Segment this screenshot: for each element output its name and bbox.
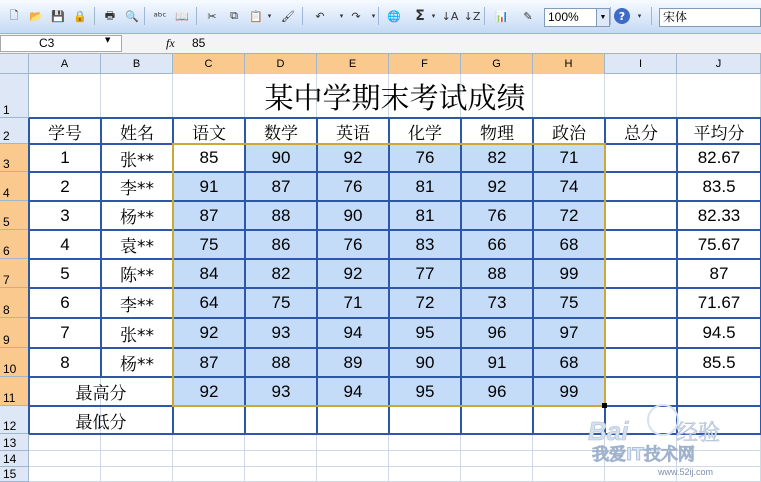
score-cell[interactable]: 90 xyxy=(271,148,291,167)
max-score-cell[interactable]: 94 xyxy=(343,381,363,401)
score-cell[interactable]: 83 xyxy=(415,234,435,254)
min-label-cell[interactable]: 最低分 xyxy=(75,412,127,433)
score-cell[interactable]: 88 xyxy=(271,352,291,372)
toolbar-separator xyxy=(651,7,652,25)
new-icon[interactable]: 🗋 xyxy=(9,8,19,22)
table-border xyxy=(532,118,534,434)
max-score-cell[interactable]: 93 xyxy=(271,381,291,401)
column-header-b[interactable]: B xyxy=(101,54,173,74)
header-cell-d[interactable]: 数学 xyxy=(264,123,298,144)
column-header-h[interactable]: H xyxy=(533,54,605,74)
table-border xyxy=(29,347,761,349)
chart-icon[interactable]: 📊 xyxy=(495,9,509,23)
font-value: 宋体 xyxy=(663,10,688,24)
table-border xyxy=(316,118,318,434)
student-name-cell[interactable]: 李** xyxy=(120,179,154,199)
total-cell[interactable] xyxy=(605,230,677,259)
max-score-cell[interactable]: 96 xyxy=(487,381,507,401)
max-score-cell[interactable]: 95 xyxy=(415,381,435,401)
score-cell[interactable]: 81 xyxy=(415,176,435,196)
student-id-cell[interactable]: 6 xyxy=(60,293,70,312)
name-box-dropdown-icon[interactable]: ▼ xyxy=(105,36,111,44)
row-header-2[interactable]: 2 xyxy=(0,118,29,144)
autosum-icon[interactable]: Σ xyxy=(415,8,425,24)
column-header-i[interactable]: I xyxy=(605,54,677,74)
score-cell[interactable]: 76 xyxy=(487,205,507,225)
sheet-title[interactable]: 某中学期末考试成绩 xyxy=(264,80,526,115)
average-cell[interactable]: 85.5 xyxy=(702,352,736,372)
score-cell[interactable]: 95 xyxy=(415,323,435,342)
table-border xyxy=(29,117,761,119)
row-header-7[interactable]: 7 xyxy=(0,259,29,288)
column-header-d[interactable]: D xyxy=(245,54,317,74)
toolbar-options-icon[interactable]: ▾ xyxy=(637,12,642,20)
score-cell[interactable]: 68 xyxy=(559,352,579,372)
student-id-cell[interactable]: 3 xyxy=(60,205,70,225)
score-cell[interactable]: 92 xyxy=(343,263,363,283)
table-border xyxy=(388,118,390,434)
score-cell[interactable]: 99 xyxy=(559,263,579,283)
row-header-5[interactable]: 5 xyxy=(0,201,29,230)
student-name-cell[interactable]: 杨** xyxy=(120,208,154,228)
active-cell[interactable]: 85 xyxy=(173,144,245,172)
total-cell[interactable] xyxy=(605,201,677,230)
student-name-cell[interactable]: 陈** xyxy=(120,266,154,286)
score-cell[interactable]: 77 xyxy=(415,263,435,283)
average-cell[interactable]: 83.5 xyxy=(702,176,736,196)
fill-handle[interactable] xyxy=(602,403,607,408)
autosum-dropdown-icon[interactable]: ▾ xyxy=(431,12,436,20)
drawing-icon[interactable]: ✎ xyxy=(523,9,533,23)
total-cell[interactable] xyxy=(605,288,677,318)
header-cell-g[interactable]: 物理 xyxy=(480,123,514,144)
total-cell[interactable] xyxy=(605,172,677,201)
score-cell[interactable]: 91 xyxy=(487,352,507,372)
max-score-cell[interactable]: 99 xyxy=(559,381,579,401)
redo-dropdown-icon[interactable]: ▾ xyxy=(371,12,376,20)
row-header-10[interactable]: 10 xyxy=(0,348,29,377)
table-border xyxy=(29,287,761,289)
header-cell-b[interactable]: 姓名 xyxy=(120,123,154,144)
table-border xyxy=(29,229,761,231)
sort-desc-icon[interactable]: ↓Z xyxy=(463,9,481,23)
print-preview-icon[interactable]: 🔍 xyxy=(125,9,139,23)
row-header-9[interactable]: 9 xyxy=(0,318,29,348)
paste-dropdown-icon[interactable]: ▾ xyxy=(267,12,272,20)
toolbar-separator xyxy=(484,7,485,25)
score-cell[interactable]: 82 xyxy=(487,148,507,167)
total-cell[interactable] xyxy=(605,318,677,348)
average-cell[interactable]: 71.67 xyxy=(697,293,741,312)
watermark-text-4: www.52ij.com xyxy=(658,467,714,477)
average-cell[interactable]: 87 xyxy=(709,263,729,283)
table-border xyxy=(676,118,678,434)
score-cell[interactable]: 72 xyxy=(415,293,435,312)
score-cell[interactable]: 75 xyxy=(559,293,579,312)
column-header-e[interactable]: E xyxy=(317,54,389,74)
table-border xyxy=(29,433,761,435)
average-cell[interactable]: 82.67 xyxy=(697,148,741,167)
formula-bar xyxy=(0,34,761,54)
copy-icon[interactable]: ⧉ xyxy=(230,9,238,22)
row-header-8[interactable]: 8 xyxy=(0,288,29,318)
column-header-c[interactable]: C xyxy=(173,54,245,74)
student-id-cell[interactable]: 5 xyxy=(60,263,70,283)
row-header-4[interactable]: 4 xyxy=(0,172,29,201)
row-header-1[interactable]: 1 xyxy=(0,74,29,118)
column-header-g[interactable]: G xyxy=(461,54,533,74)
score-cell[interactable]: 87 xyxy=(271,176,291,196)
score-cell[interactable]: 81 xyxy=(415,205,435,225)
column-header-f[interactable]: F xyxy=(389,54,461,74)
average-cell[interactable]: 82.33 xyxy=(697,205,741,225)
column-headers xyxy=(0,54,761,74)
gridline xyxy=(29,450,761,451)
student-id-cell[interactable]: 4 xyxy=(60,234,70,254)
student-id-cell[interactable]: 7 xyxy=(60,323,70,342)
score-cell[interactable]: 97 xyxy=(559,323,579,342)
undo-dropdown-icon[interactable]: ▾ xyxy=(339,12,344,20)
header-cell-c[interactable]: 语文 xyxy=(192,123,226,144)
total-cell[interactable] xyxy=(605,144,677,172)
student-name-cell[interactable]: 李** xyxy=(120,295,154,316)
toolbar-separator xyxy=(144,7,145,25)
average-cell[interactable]: 94.5 xyxy=(702,323,736,342)
research-icon[interactable]: 📖 xyxy=(175,9,189,23)
select-all-corner[interactable] xyxy=(0,54,29,74)
max-label-cell[interactable]: 最高分 xyxy=(75,384,127,404)
redo-icon[interactable]: ↷ xyxy=(351,9,361,23)
header-cell-i[interactable]: 总分 xyxy=(624,123,658,144)
score-cell[interactable]: 64 xyxy=(199,293,219,312)
table-border xyxy=(29,143,761,145)
score-cell[interactable]: 94 xyxy=(343,323,363,342)
student-name-cell[interactable]: 杨** xyxy=(120,355,154,375)
table-border xyxy=(28,118,30,434)
permission-icon[interactable]: 🔒 xyxy=(73,9,87,23)
score-cell[interactable]: 96 xyxy=(487,323,507,342)
standard-toolbar xyxy=(0,0,761,34)
zoom-select[interactable] xyxy=(544,8,610,27)
zoom-dropdown-icon[interactable]: ▼ xyxy=(596,9,609,26)
table-border xyxy=(29,171,761,173)
score-cell[interactable]: 87 xyxy=(199,352,219,372)
score-cell[interactable]: 66 xyxy=(487,234,507,254)
score-cell[interactable]: 84 xyxy=(199,263,219,283)
watermark-text-3: 我爱IT技术网 xyxy=(592,445,695,465)
toolbar-separator xyxy=(94,7,95,25)
toolbar-separator xyxy=(378,7,379,25)
header-cell-j[interactable]: 平均分 xyxy=(693,123,745,144)
score-cell[interactable]: 92 xyxy=(487,176,507,196)
score-cell[interactable]: 72 xyxy=(559,205,579,225)
score-cell[interactable]: 74 xyxy=(559,176,579,196)
table-border xyxy=(29,258,761,260)
score-cell[interactable]: 90 xyxy=(343,205,363,225)
column-header-a[interactable]: A xyxy=(29,54,101,74)
table-border xyxy=(604,118,606,434)
score-cell[interactable]: 88 xyxy=(271,205,291,225)
student-name-cell[interactable]: 张** xyxy=(120,150,154,171)
average-cell[interactable]: 75.67 xyxy=(697,234,741,254)
worksheet-grid[interactable] xyxy=(29,74,761,482)
toolbar-separator xyxy=(196,7,197,25)
column-header-j[interactable]: J xyxy=(677,54,761,74)
max-score-cell[interactable]: 92 xyxy=(199,381,219,401)
row-header-3[interactable]: 3 xyxy=(0,144,29,172)
row-headers xyxy=(0,74,29,482)
table-border xyxy=(100,118,102,377)
score-cell[interactable]: 73 xyxy=(487,293,507,312)
score-cell[interactable]: 71 xyxy=(559,148,579,167)
hyperlink-icon[interactable]: 🌐 xyxy=(387,9,401,23)
row-header-12[interactable]: 12 xyxy=(0,406,29,434)
table-border xyxy=(244,118,246,434)
paste-icon[interactable]: 📋 xyxy=(249,9,263,23)
format-painter-icon[interactable]: 🖌 xyxy=(281,9,295,23)
row-header-15[interactable]: 15 xyxy=(0,467,29,482)
insert-function-icon[interactable]: fx xyxy=(166,36,175,50)
student-name-cell[interactable]: 张** xyxy=(120,325,154,346)
header-cell-a[interactable]: 学号 xyxy=(48,123,82,144)
score-cell[interactable]: 76 xyxy=(415,148,435,167)
score-cell[interactable]: 88 xyxy=(487,263,507,283)
name-box[interactable]: C3 xyxy=(0,35,122,52)
table-border xyxy=(172,118,174,434)
print-icon[interactable]: 🖶 xyxy=(104,8,116,22)
row-header-14[interactable]: 14 xyxy=(0,451,29,467)
student-id-cell[interactable]: 1 xyxy=(60,148,70,167)
row-header-6[interactable]: 6 xyxy=(0,230,29,259)
score-cell[interactable]: 87 xyxy=(199,205,219,225)
score-cell[interactable]: 75 xyxy=(199,234,219,254)
watermark-text-1: Bai xyxy=(588,416,629,446)
score-cell[interactable]: 82 xyxy=(271,263,291,283)
save-icon[interactable]: 💾 xyxy=(51,9,65,23)
table-border xyxy=(29,200,761,202)
zoom-value: 100% xyxy=(548,10,579,24)
score-cell[interactable]: 68 xyxy=(559,234,579,254)
row-header-11[interactable]: 11 xyxy=(0,377,29,406)
row-header-13[interactable]: 13 xyxy=(0,434,29,451)
score-cell[interactable]: 92 xyxy=(199,323,219,342)
total-cell[interactable] xyxy=(605,348,677,377)
gridline xyxy=(29,466,761,467)
table-border xyxy=(29,405,761,407)
formula-content[interactable]: 85 xyxy=(192,36,206,50)
header-cell-e[interactable]: 英语 xyxy=(336,123,370,144)
total-cell[interactable] xyxy=(605,259,677,288)
score-cell[interactable]: 92 xyxy=(343,148,363,167)
header-cell-f[interactable]: 化学 xyxy=(408,123,442,144)
open-icon[interactable]: 📂 xyxy=(29,9,43,23)
cut-icon[interactable]: ✂ xyxy=(207,9,217,23)
table-border xyxy=(460,118,462,434)
student-name-cell[interactable]: 袁** xyxy=(120,237,154,257)
toolbar-separator xyxy=(302,7,303,25)
student-id-cell[interactable]: 8 xyxy=(60,352,70,372)
score-cell[interactable]: 91 xyxy=(199,176,219,196)
score-cell[interactable]: 86 xyxy=(271,234,291,254)
score-cell[interactable]: 93 xyxy=(271,323,291,342)
font-select[interactable] xyxy=(659,8,761,27)
student-id-cell[interactable]: 2 xyxy=(60,176,70,196)
watermark-text-2: 经验 xyxy=(676,421,721,446)
table-border xyxy=(29,317,761,319)
score-cell[interactable]: 89 xyxy=(343,352,363,372)
toolbar-separator xyxy=(610,7,611,25)
header-cell-h[interactable]: 政治 xyxy=(552,123,586,144)
score-cell[interactable]: 76 xyxy=(343,176,363,196)
spelling-icon[interactable]: ᵃᵇᶜ xyxy=(153,9,167,23)
score-cell[interactable]: 90 xyxy=(415,352,435,372)
sort-asc-icon[interactable]: ↓A xyxy=(441,9,459,23)
score-cell[interactable]: 76 xyxy=(343,234,363,254)
score-cell[interactable]: 71 xyxy=(343,293,363,312)
score-cell[interactable]: 75 xyxy=(271,293,291,312)
table-border xyxy=(29,376,761,378)
undo-icon[interactable]: ↶ xyxy=(315,9,325,23)
help-icon[interactable]: ? xyxy=(614,8,630,24)
